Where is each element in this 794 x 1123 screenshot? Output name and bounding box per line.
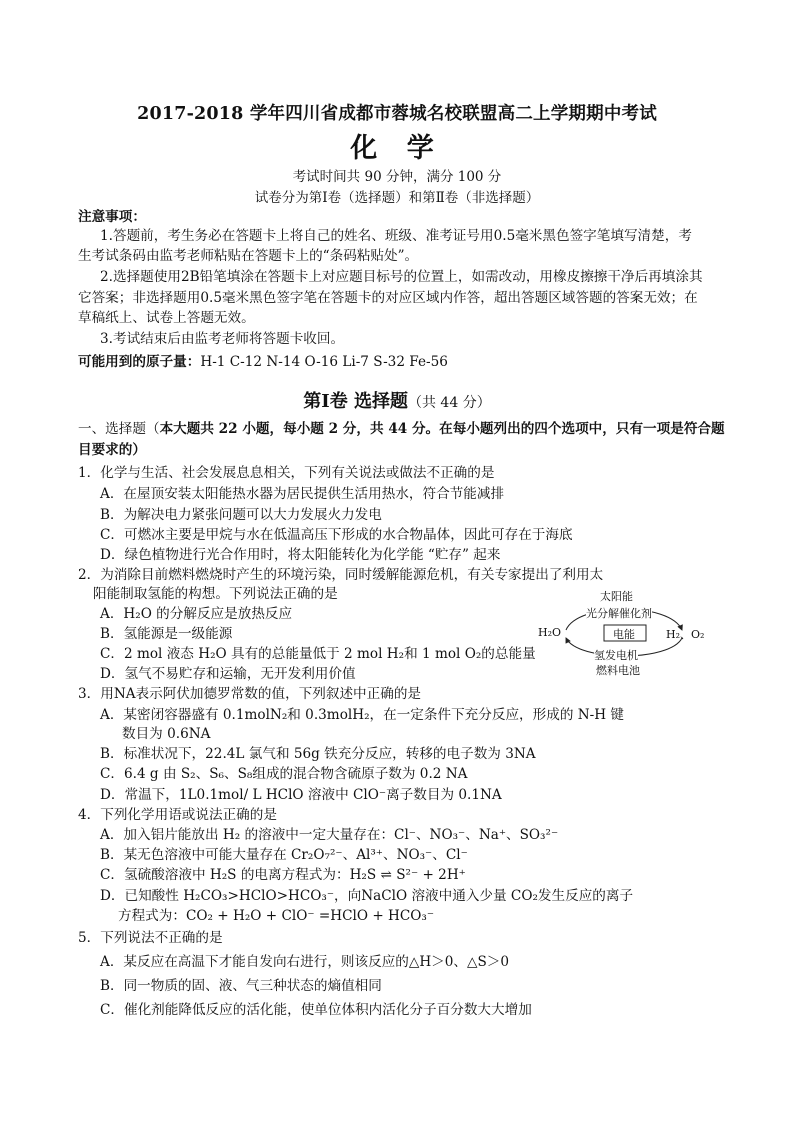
section-instruction: 一、选择题（本大题共 22 小题，每小题 2 分，共 44 分。在每小题列出的四个选项中，只有一项是符合题: [78, 421, 725, 437]
option: A．加入铝片能放出 H₂ 的溶液中一定大量存在：Cl⁻、NO₃⁻、Na⁺、SO₃²⁻: [100, 827, 559, 843]
atomic-masses: [78, 353, 448, 371]
notice-line: 2.选择题使用2B铅笔填涂在答题卡上对应题目标号的位置上，如需改动，用橡皮擦擦干净后再填涂其: [100, 269, 703, 285]
option: C．6.4 g 由 S₂、S₆、S₈组成的混合物含硫原子数为 0.2 NA: [100, 766, 468, 782]
notice-heading: 注意事项：: [78, 209, 146, 225]
option: C．可燃冰主要是甲烷与水在低温高压下形成的水合物晶体，因此可存在于海底: [100, 527, 573, 543]
option: C．2 mol 液态 H₂O 具有的总能量低于 2 mol H₂和 1 mol O₂的总能量: [100, 646, 536, 662]
notice-line: 它答案；非选择题用0.5毫米黑色签字笔在答题卡的对应区域内作答，超出答题区域答题的答案无效；在: [78, 290, 698, 306]
hydrogen-energy-diagram: [538, 588, 710, 678]
option: A．某反应在高温下才能自发向右进行，则该反应的△H＞0、△S＞0: [100, 954, 510, 970]
exam-title: 2017-2018 学年四川省成都市蓉城名校联盟高二上学期期中考试: [137, 104, 657, 124]
diagram-gas-label: H₂、O₂: [666, 628, 705, 641]
diagram-generator-label: 氢发电机: [594, 649, 638, 662]
option: B．标准状况下，22.4L 氯气和 56g 铁充分反应，转移的电子数为 3NA: [100, 746, 536, 762]
question-stem: 3．用NA表示阿伏加德罗常数的值，下列叙述中正确的是: [78, 686, 422, 702]
question-stem: 2．为消除目前燃料燃烧时产生的环境污染，同时缓解能源危机，有关专家提出了利用太: [78, 567, 604, 583]
option: A．某密闭容器盛有 0.1molN₂和 0.3molH₂，在一定条件下充分反应，形成的 N-H 键: [100, 707, 625, 723]
option: D．氢气不易贮存和运输，无开发利用价值: [100, 666, 356, 682]
option: B．为解决电力紧张问题可以大力发展火力发电: [100, 507, 382, 523]
option: 方程式为：CO₂ + H₂O + ClO⁻ =HClO + HCO₃⁻: [118, 908, 435, 924]
section-instruction-cont: 目要求的）: [78, 442, 146, 458]
option: B．同一物质的固、液、气三种状态的熵值相同: [100, 978, 382, 994]
option: D．常温下，1L0.1mol/ L HClO 溶液中 ClO⁻离子数目为 0.1NA: [100, 787, 502, 803]
section-name: 第Ⅰ卷 选择题: [303, 391, 408, 412]
diagram-sun-label: 太阳能: [600, 590, 633, 603]
question-stem: 阳能制取氢能的构想。下列说法正确的是: [93, 586, 338, 602]
sections-info: 试卷分为第Ⅰ卷（选择题）和第Ⅱ卷（非选择题）: [254, 190, 540, 206]
option: B．某无色溶液中可能大量存在 Cr₂O₇²⁻、Al³⁺、NO₃⁻、Cl⁻: [100, 847, 468, 863]
option: B．氢能源是一级能源: [100, 626, 233, 642]
atomic-label: 可能用到的原子量：: [78, 354, 201, 370]
option: C．氢硫酸溶液中 H₂S 的电离方程式为：H₂S ⇌ S²⁻ + 2H⁺: [100, 867, 466, 883]
time-info: 考试时间共 90 分钟，满分 100 分: [292, 169, 502, 185]
option: 数目为 0.6NA: [122, 726, 211, 742]
section-score: （共 44 分）: [407, 395, 491, 411]
option: D．已知酸性 H₂CO₃>HClO>HCO₃⁻，向NaClO 溶液中通入少量 CO₂发生反应的离子: [100, 888, 634, 904]
section-title: [0, 387, 794, 413]
question-stem: 1．化学与生活、社会发展息息相关，下列有关说法或做法不正确的是: [78, 465, 495, 481]
diagram-water-label: H₂O: [538, 626, 562, 639]
diagram-electric-label: 电能: [613, 628, 635, 641]
subject-title: 化 学: [350, 133, 444, 164]
option: A．H₂O 的分解反应是放热反应: [100, 606, 293, 622]
notice-line: 3.考试结束后由监考老师将答题卡收回。: [100, 331, 345, 347]
option: C．催化剂能降低反应的活化能，使单位体积内活化分子百分数大大增加: [100, 1002, 532, 1018]
diagram-catalyst-label: 光分解催化剂: [586, 607, 652, 620]
option: A．在屋顶安装太阳能热水器为居民提供生活用热水，符合节能减排: [100, 486, 505, 502]
atomic-values: H-1 C-12 N-14 O-16 Li-7 S-32 Fe-56: [200, 354, 448, 370]
notice-line: 草稿纸上、试卷上答题无效。: [78, 310, 255, 326]
notice-line: 生考试条码由监考老师粘贴在答题卡上的“条码粘贴处”。: [78, 248, 419, 264]
diagram-fuelcell-label: 燃料电池: [596, 664, 640, 677]
question-stem: 5．下列说法不正确的是: [78, 930, 223, 946]
option: D．绿色植物进行光合作用时，将太阳能转化为化学能 “贮存” 起来: [100, 547, 501, 563]
notice-line: 1.答题前，考生务必在答题卡上将自己的姓名、班级、准考证号用0.5毫米黑色签字笔填写清楚，考: [100, 228, 692, 244]
question-stem: 4．下列化学用语或说法正确的是: [78, 807, 277, 823]
